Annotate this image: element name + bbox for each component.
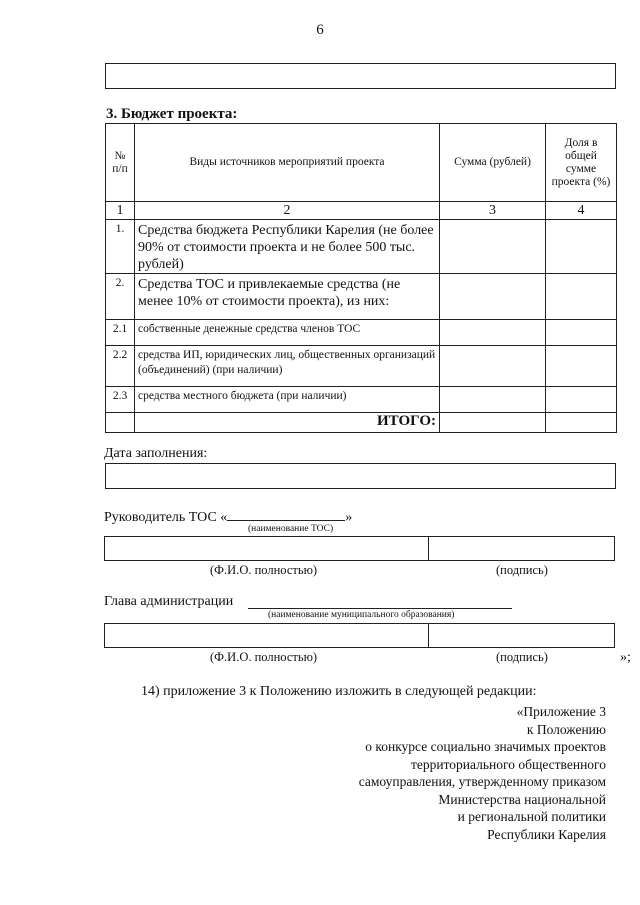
row-sum-cell[interactable] bbox=[440, 220, 546, 274]
table-row bbox=[106, 320, 617, 346]
column-number-row bbox=[106, 202, 617, 220]
appendix-line: «Приложение 3 bbox=[516, 704, 606, 719]
row-num: 1. bbox=[106, 220, 135, 274]
tos-name-blank[interactable] bbox=[227, 508, 345, 521]
row-num: 2.3 bbox=[106, 387, 135, 413]
appendix-line: Республики Карелия bbox=[487, 826, 606, 842]
municipality-blank[interactable] bbox=[248, 594, 512, 609]
total-label: ИТОГО: bbox=[135, 413, 440, 433]
total-row bbox=[106, 413, 617, 433]
row-share-cell[interactable] bbox=[546, 320, 617, 346]
col-number-3: 3 bbox=[440, 202, 546, 220]
row-sum-cell[interactable] bbox=[440, 320, 546, 346]
row-text: средства местного бюджета (при наличии) bbox=[135, 387, 440, 413]
municipality-caption: (наименование муниципального образования) bbox=[268, 610, 455, 620]
total-empty-cell bbox=[106, 413, 135, 433]
header-share: Доля в общей сумме проекта (%) bbox=[546, 124, 617, 202]
total-sum-cell[interactable] bbox=[440, 413, 546, 433]
appendix-line: к Положению bbox=[526, 721, 606, 737]
admin-sign-field[interactable] bbox=[429, 624, 614, 647]
row-num: 2.1 bbox=[106, 320, 135, 346]
row-share-cell[interactable] bbox=[546, 346, 617, 387]
tos-head-suffix: » bbox=[345, 510, 353, 525]
fill-date-field[interactable] bbox=[105, 463, 616, 489]
row-share-cell[interactable] bbox=[546, 220, 617, 274]
top-empty-field[interactable] bbox=[105, 63, 616, 89]
tos-head-prefix: Руководитель ТОС « bbox=[104, 510, 228, 525]
row-num: 2.2 bbox=[106, 346, 135, 387]
row-text: собственные денежные средства членов ТОС bbox=[135, 320, 440, 346]
table-row bbox=[106, 346, 617, 387]
row-text: Средства ТОС и привлекаемые средства (не менее 10% от стоимости проекта), из них: bbox=[135, 274, 440, 320]
tos-signature-row bbox=[104, 536, 615, 561]
row-sum-cell[interactable] bbox=[440, 387, 546, 413]
row-sum-cell[interactable] bbox=[440, 346, 546, 387]
quote-close: »; bbox=[620, 650, 631, 665]
fill-date-label: Дата заполнения: bbox=[104, 446, 208, 461]
amendment-text: 14) приложение 3 к Положению изложить в следующей редакции: bbox=[141, 684, 537, 699]
section-title: 3. Бюджет проекта: bbox=[106, 106, 238, 122]
table-row bbox=[106, 220, 617, 274]
row-text: Средства бюджета Республики Карелия (не более 90% от стоимости проекта и не более 500 тыс. рублей) bbox=[135, 220, 440, 274]
page-number: 6 bbox=[316, 22, 324, 38]
admin-fio-field[interactable] bbox=[105, 624, 429, 647]
col-number-1: 1 bbox=[106, 202, 135, 220]
appendix-line: территориального общественного bbox=[410, 756, 606, 772]
table-row bbox=[106, 274, 617, 320]
admin-sign-caption: (подпись) bbox=[496, 650, 548, 664]
row-share-cell[interactable] bbox=[546, 387, 617, 413]
tos-name-caption: (наименование ТОС) bbox=[248, 524, 334, 534]
row-text: средства ИП, юридических лиц, общественных организаций (объединений) (при наличии) bbox=[135, 346, 440, 387]
header-sum: Сумма (рублей) bbox=[440, 124, 546, 202]
tos-sign-caption: (подпись) bbox=[496, 563, 548, 577]
col-number-2: 2 bbox=[135, 202, 440, 220]
col-number-4: 4 bbox=[546, 202, 617, 220]
total-share-cell[interactable] bbox=[546, 413, 617, 433]
appendix-header bbox=[359, 703, 606, 843]
row-sum-cell[interactable] bbox=[440, 274, 546, 320]
header-sources: Виды источников мероприятий проекта bbox=[135, 124, 440, 202]
admin-fio-caption: (Ф.И.О. полностью) bbox=[210, 650, 318, 664]
appendix-line: и региональной политики bbox=[457, 809, 606, 824]
budget-table bbox=[105, 123, 617, 433]
row-num: 2. bbox=[106, 274, 135, 320]
row-share-cell[interactable] bbox=[546, 274, 617, 320]
tos-sign-field[interactable] bbox=[429, 537, 614, 560]
table-row bbox=[106, 387, 617, 413]
appendix-line: самоуправления, утвержденному приказом bbox=[358, 774, 606, 789]
tos-fio-caption: (Ф.И.О. полностью) bbox=[210, 563, 318, 577]
admin-signature-row bbox=[104, 623, 615, 648]
header-num: № п/п bbox=[106, 124, 135, 202]
tos-fio-field[interactable] bbox=[105, 537, 429, 560]
admin-head-label: Глава администрации bbox=[104, 594, 234, 609]
table-header-row bbox=[106, 124, 617, 202]
appendix-line: о конкурсе социально значимых проектов bbox=[365, 739, 606, 754]
appendix-line: Министерства национальной bbox=[438, 791, 606, 807]
